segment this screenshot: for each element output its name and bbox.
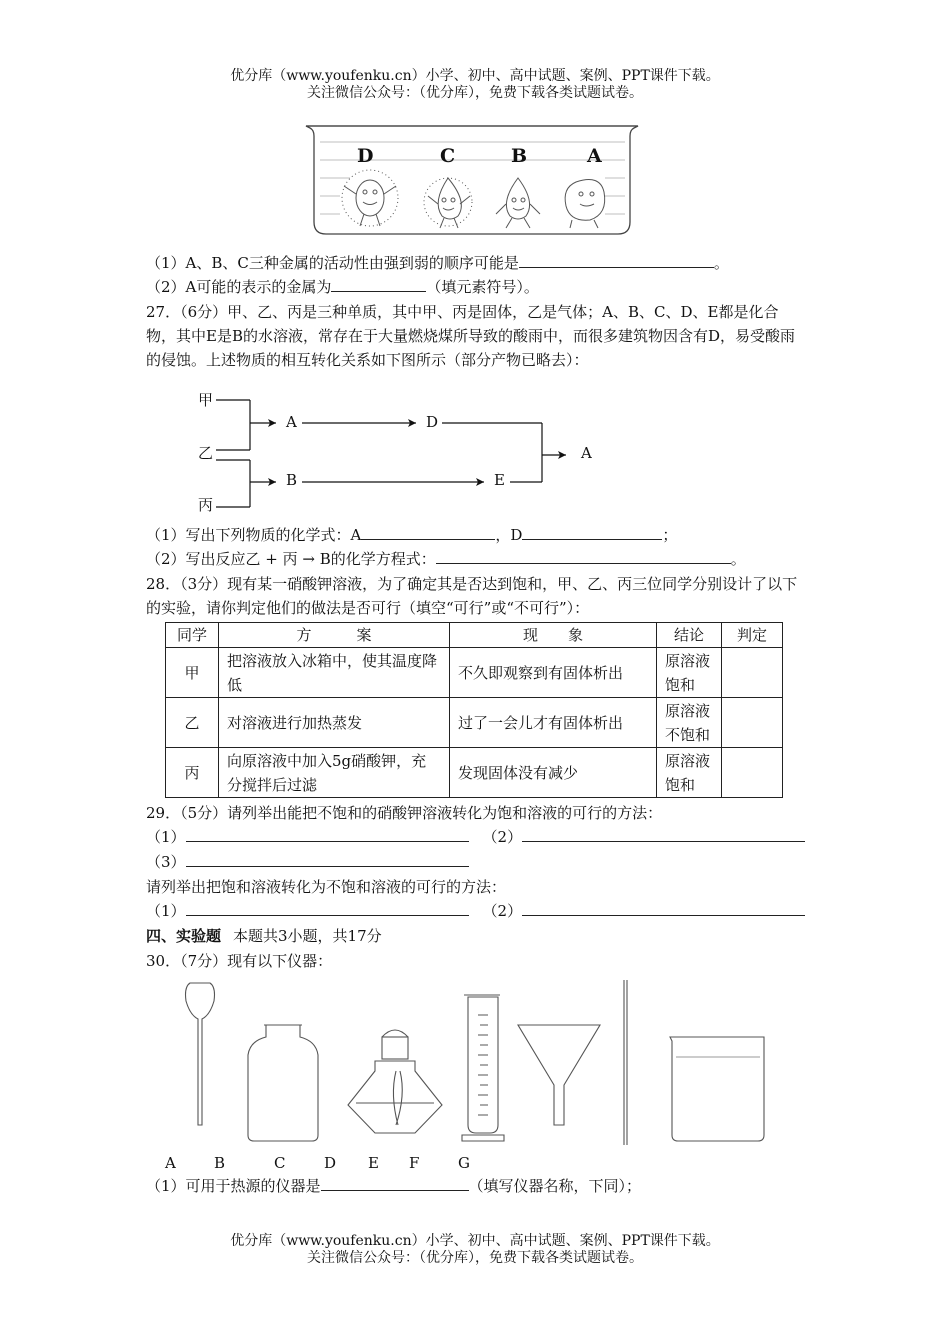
q28-stem: 28．（3分）现有某一硝酸钾溶液，为了确定其是否达到饱和，甲、乙、丙三位同学分别设计了以下的实验，请你判定他们的做法是否可行（填空“可行”或“不可行”）： xyxy=(146,575,798,617)
metal-label-d: D xyxy=(357,145,374,167)
instrument-c-alcohol-lamp-icon xyxy=(348,1030,442,1133)
q29-answer-4-blank[interactable] xyxy=(186,901,469,916)
header-line-1: 优分库（www.youfenku.cn）小学、初中、高中试题、案例、PPT课件下载。 xyxy=(230,68,720,84)
page-header xyxy=(0,68,950,102)
lab-instruments-figure xyxy=(160,975,780,1175)
col-header-plan: 方 案 xyxy=(219,623,450,648)
metal-label-a: A xyxy=(587,145,602,167)
q27-transformation-diagram xyxy=(190,385,610,520)
section-4-heading: 四、实验题 本题共3小题，共17分 xyxy=(146,927,382,945)
diagram-label-jia: 甲 xyxy=(198,391,214,409)
instrument-label-d: D xyxy=(324,1154,337,1172)
metal-c-cartoon-icon xyxy=(424,178,472,228)
q26-sub1: （1）A、B、C三种金属的活动性由强到弱的顺序可能是 。 xyxy=(146,254,729,272)
cell-student: 丙 xyxy=(166,748,219,798)
diagram-label-yi: 乙 xyxy=(198,444,214,462)
q27-stem: 27．（6分）甲、乙、丙是三种单质，其中甲、丙是固体，乙是气体；A、B、C、D、E都是化合物，其中E是B的水溶液，常存在于大量燃烧煤所导致的酸雨中，而很多建筑物因含有D，易受酸雨的侵蚀。上述物质的相互转化关系如下图所示（部分产物已略去）： xyxy=(146,303,796,369)
cell-conclusion: 原溶液饱和 xyxy=(657,748,722,798)
cell-phenomenon: 发现固体没有减少 xyxy=(450,748,657,798)
instrument-label-e: E xyxy=(368,1154,379,1172)
instrument-b-bottle-icon xyxy=(248,1025,318,1141)
cell-phenomenon: 过了一会儿才有固体析出 xyxy=(450,698,657,748)
metal-label-b: B xyxy=(511,145,528,167)
q27-answer-d-blank[interactable] xyxy=(522,525,662,540)
table-header-row xyxy=(166,623,783,648)
instrument-label-f: F xyxy=(409,1154,420,1172)
cell-judgement-input[interactable] xyxy=(722,748,783,798)
instrument-g-beaker-icon xyxy=(670,1037,764,1141)
q27-answer-a-blank[interactable] xyxy=(361,525,495,540)
cell-judgement-input[interactable] xyxy=(722,648,783,698)
cell-plan: 向原溶液中加入5g硝酸钾，充分搅拌后过滤 xyxy=(219,748,450,798)
cell-student: 乙 xyxy=(166,698,219,748)
header-line-2: 关注微信公众号：（优分库），免费下载各类试题试卷。 xyxy=(307,85,643,101)
col-header-judgement: 判定 xyxy=(722,623,783,648)
q27-equation-blank[interactable] xyxy=(436,549,731,564)
footer-line-1: 优分库（www.youfenku.cn）小学、初中、高中试题、案例、PPT课件下载。 xyxy=(230,1233,720,1249)
instrument-e-funnel-icon xyxy=(518,1025,600,1125)
col-header-phenomenon: 现 象 xyxy=(450,623,657,648)
q29-answer-1-blank[interactable] xyxy=(186,827,469,842)
instrument-f-glass-rod-icon xyxy=(624,980,627,1145)
instrument-label-g: G xyxy=(458,1154,470,1172)
metal-a-cartoon-icon xyxy=(565,180,605,228)
cell-conclusion: 原溶液饱和 xyxy=(657,648,722,698)
q29-answer-2-blank[interactable] xyxy=(522,827,805,842)
instrument-label-a: A xyxy=(165,1154,176,1172)
q30-sub1: （1）可用于热源的仪器是 （填写仪器名称，下同）； xyxy=(146,1177,642,1195)
q29-stem: 29．（5分）请列举出能把不饱和的硝酸钾溶液转化为饱和溶液的可行的方法： xyxy=(146,804,663,822)
q29-answer-3-blank[interactable] xyxy=(186,852,469,867)
q26-answer-1-blank[interactable] xyxy=(519,253,714,268)
instrument-label-c: C xyxy=(274,1154,286,1172)
page-footer xyxy=(0,1233,950,1267)
diagram-label-b: B xyxy=(286,471,298,489)
col-header-student: 同学 xyxy=(166,623,219,648)
table-row xyxy=(166,698,783,748)
q27-sub2: （2）写出反应乙 + 丙 → B的化学方程式： 。 xyxy=(146,550,746,568)
cell-conclusion: 原溶液不饱和 xyxy=(657,698,722,748)
cell-plan: 对溶液进行加热蒸发 xyxy=(219,698,450,748)
q27-sub1: （1）写出下列物质的化学式：A ，D ； xyxy=(146,526,678,544)
table-row xyxy=(166,748,783,798)
diagram-label-d: D xyxy=(426,413,439,431)
table-row xyxy=(166,648,783,698)
q29-answer-5-blank[interactable] xyxy=(522,901,805,916)
diagram-label-a: A xyxy=(286,413,297,431)
q28-experiment-table xyxy=(165,622,783,798)
instrument-label-b: B xyxy=(214,1154,226,1172)
cell-student: 甲 xyxy=(166,648,219,698)
diagram-label-e: E xyxy=(494,471,505,489)
metal-label-c: C xyxy=(440,145,456,167)
footer-line-2: 关注微信公众号：（优分库），免费下载各类试题试卷。 xyxy=(307,1250,643,1266)
q30-heat-source-blank[interactable] xyxy=(321,1176,469,1191)
col-header-conclusion: 结论 xyxy=(657,623,722,648)
instrument-a-bulb-funnel-icon xyxy=(186,983,215,1125)
diagram-label-bing: 丙 xyxy=(198,496,214,514)
metal-d-cartoon-icon xyxy=(342,170,398,226)
cell-judgement-input[interactable] xyxy=(722,698,783,748)
cell-plan: 把溶液放入冰箱中，使其温度降低 xyxy=(219,648,450,698)
q26-answer-2-blank[interactable] xyxy=(331,277,426,292)
q29-options-row-2: （3） xyxy=(146,851,816,874)
q26-sub2: （2）A可能的表示的金属为 （填元素符号）。 xyxy=(146,278,539,296)
q30-stem: 30．（7分）现有以下仪器： xyxy=(146,952,333,970)
q29-stem-2: 请列举出把饱和溶液转化为不饱和溶液的可行的方法： xyxy=(146,878,507,896)
diagram-label-a-out: A xyxy=(581,444,592,462)
metals-in-acid-figure xyxy=(300,122,645,240)
q29-options-row-3: （1） （2） xyxy=(146,900,816,923)
cell-phenomenon: 不久即观察到有固体析出 xyxy=(450,648,657,698)
q29-options-row-1: （1） （2） xyxy=(146,826,816,849)
metal-b-cartoon-icon xyxy=(496,178,540,228)
instrument-d-measuring-cylinder-icon xyxy=(462,995,504,1141)
